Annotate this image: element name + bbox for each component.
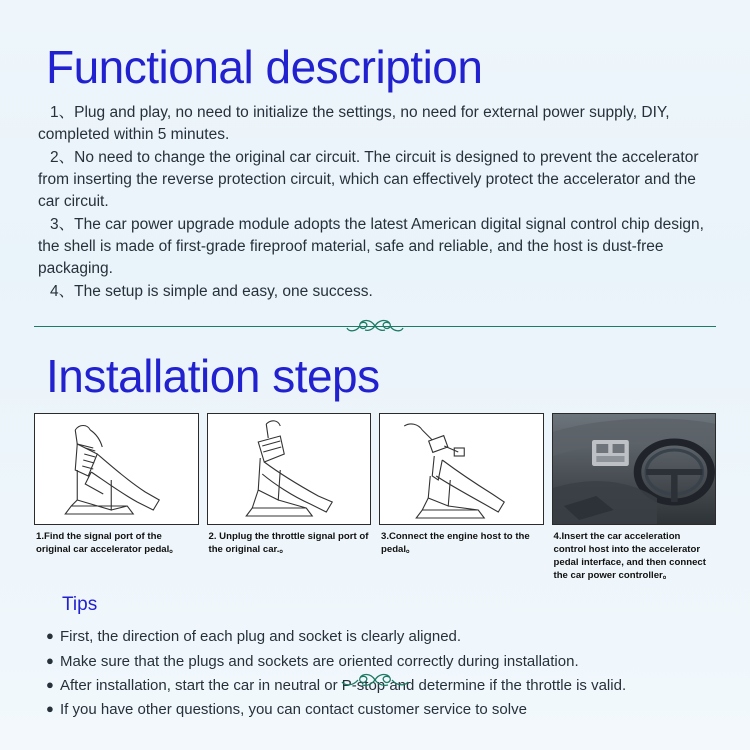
functional-description-body bbox=[24, 90, 726, 303]
functional-description-heading: Functional description bbox=[46, 41, 483, 93]
installation-steps-heading: Installation steps bbox=[46, 350, 380, 402]
installation-step-4 bbox=[552, 413, 717, 583]
step-4-photo bbox=[552, 413, 717, 525]
step-3-caption: 3.Connect the engine host to the pedal。 bbox=[381, 531, 530, 555]
section-divider-top bbox=[34, 313, 716, 339]
step-1-caption: 1.Find the signal port of the original car accelerator pedal。 bbox=[36, 531, 179, 555]
step-1-illustration bbox=[34, 413, 199, 525]
tip-item-1 bbox=[46, 625, 716, 649]
bullet-icon: ● bbox=[46, 652, 54, 668]
step-3-illustration bbox=[379, 413, 544, 525]
step-2-caption: 2. Unplug the throttle signal port of the original car.。 bbox=[208, 531, 369, 555]
step-2-illustration bbox=[207, 413, 372, 525]
tips-title: Tips bbox=[62, 593, 98, 615]
installation-step-2 bbox=[207, 413, 372, 583]
functional-paragraph-1: 1、Plug and play, no need to initialize the settings, no need for external power supply, DIY, completed within 5 minutes. bbox=[38, 104, 670, 143]
tip-item-3-text: After installation, start the car in neutral or P-stop and determine if the throttle is valid. bbox=[60, 676, 627, 694]
functional-paragraph-2: 2、No need to change the original car circuit. The circuit is designed to prevent the accelerator from inserting the reverse protection circuit, which can effectively protect the accelerator and the car circuit. bbox=[38, 149, 699, 210]
bullet-icon: ● bbox=[46, 676, 54, 692]
tip-item-4 bbox=[46, 698, 716, 722]
functional-paragraph-3: 3、The car power upgrade module adopts the latest American digital signal control chip design, the shell is made of first-grade fireproof material, safe and reliable, and the host is dust-free packaging. bbox=[38, 216, 704, 277]
tip-item-4-text: If you have other questions, you can contact customer service to solve bbox=[60, 701, 527, 719]
step-4-caption: 4.Insert the car acceleration control host into the accelerator pedal interface, and then connect the car power controller。 bbox=[553, 531, 706, 581]
tip-item-1-text: First, the direction of each plug and socket is clearly aligned. bbox=[60, 628, 462, 646]
bottom-ornament-icon bbox=[0, 667, 750, 698]
installation-step-3 bbox=[379, 413, 544, 583]
installation-step-1 bbox=[34, 413, 199, 583]
bullet-icon: ● bbox=[46, 701, 54, 717]
functional-paragraph-4: 4、The setup is simple and easy, one success. bbox=[50, 283, 373, 300]
bullet-icon: ● bbox=[46, 628, 54, 644]
divider-ornament-icon bbox=[309, 313, 441, 339]
tip-item-2-text: Make sure that the plugs and sockets are oriented correctly during installation. bbox=[60, 652, 579, 670]
installation-steps-list bbox=[24, 399, 726, 583]
